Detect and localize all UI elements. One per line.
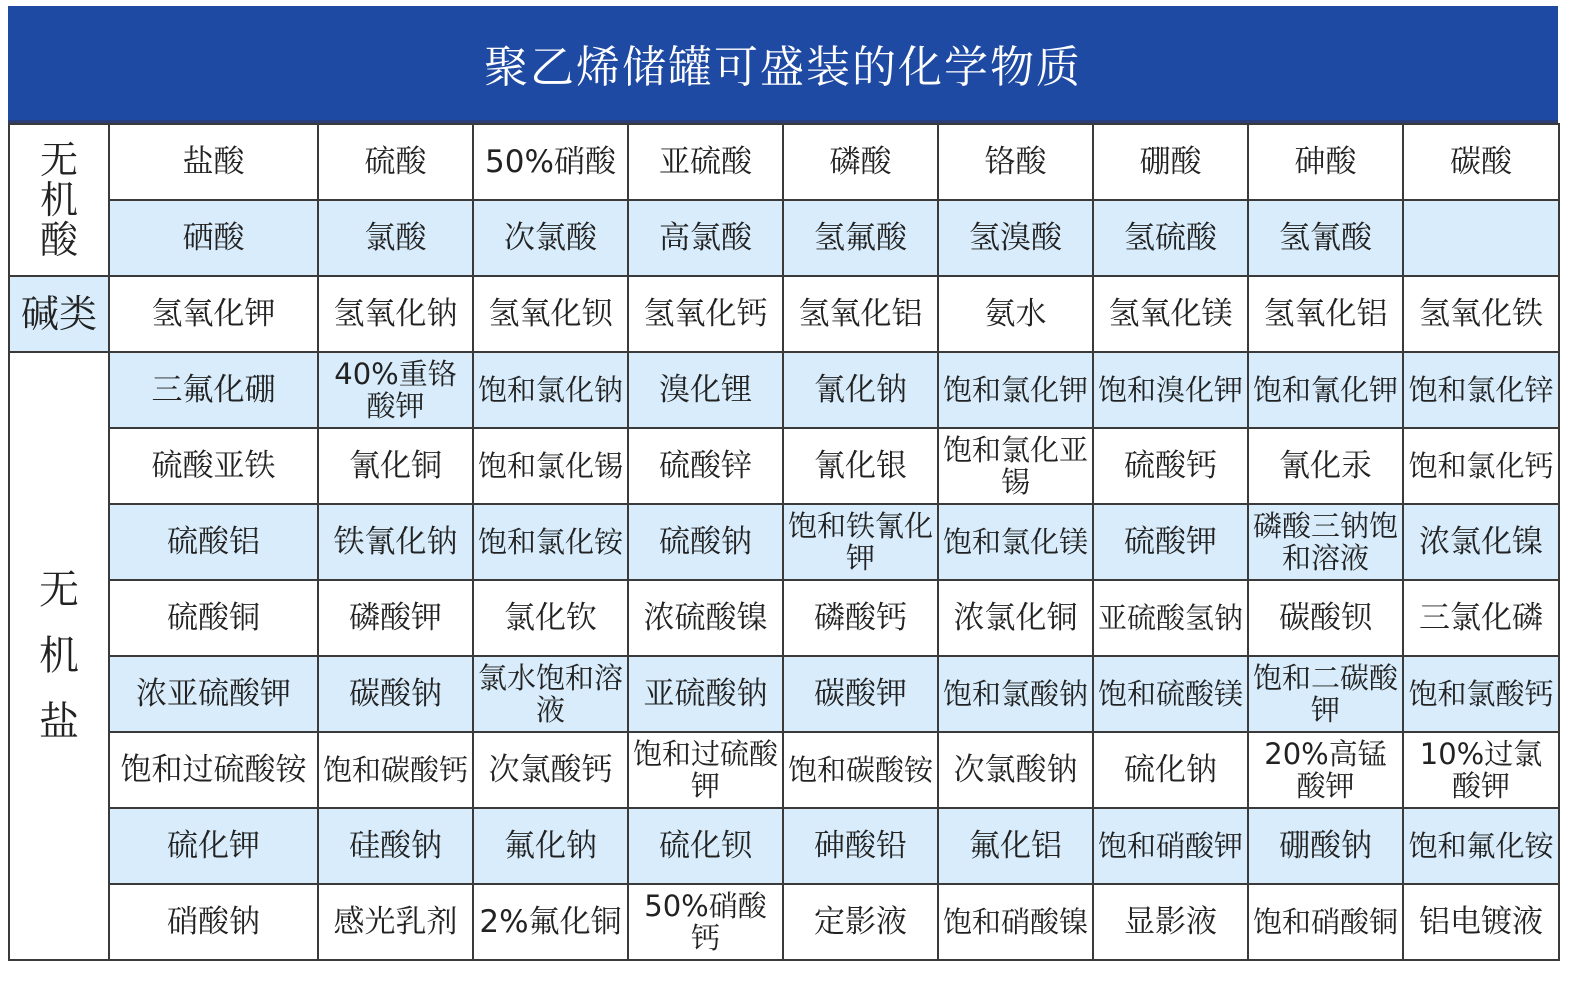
table-row	[9, 276, 1559, 352]
chemical-table	[8, 123, 1560, 961]
chemical-cell: 硼酸	[1093, 124, 1248, 200]
chemical-cell: 饱和氯酸钠	[938, 656, 1093, 732]
category-inorganic-acid: 无机酸	[9, 124, 109, 276]
chemical-cell: 硫酸锌	[628, 428, 783, 504]
chemical-cell: 饱和硝酸铜	[1248, 884, 1403, 960]
chemical-cell: 硫酸钠	[628, 504, 783, 580]
chemical-cell: 氟化铝	[938, 808, 1093, 884]
chemical-cell: 硝酸钠	[109, 884, 318, 960]
chemical-cell: 碳酸钾	[783, 656, 938, 732]
table-row	[9, 580, 1559, 656]
category-base: 碱类	[9, 276, 109, 352]
chemical-cell: 铁氰化钠	[318, 504, 473, 580]
chemical-cell: 次氯酸钙	[473, 732, 628, 808]
chemical-cell: 饱和氯化钾	[938, 352, 1093, 428]
chemical-cell: 饱和氯化锌	[1403, 352, 1559, 428]
chemical-cell: 盐酸	[109, 124, 318, 200]
table-row	[9, 504, 1559, 580]
chemical-cell: 氨水	[938, 276, 1093, 352]
chemical-cell: 硫酸钙	[1093, 428, 1248, 504]
chemical-cell: 饱和氰化钾	[1248, 352, 1403, 428]
table-row	[9, 808, 1559, 884]
table-row	[9, 124, 1559, 200]
chemical-cell: 氢氧化铝	[1248, 276, 1403, 352]
chemical-cell: 硼酸钠	[1248, 808, 1403, 884]
chemical-cell: 浓亚硫酸钾	[109, 656, 318, 732]
chemical-cell: 氢溴酸	[938, 200, 1093, 276]
chemical-cell: 磷酸	[783, 124, 938, 200]
chemical-cell: 氯化钦	[473, 580, 628, 656]
chemical-cell: 碳酸	[1403, 124, 1559, 200]
chemical-cell: 氢氰酸	[1248, 200, 1403, 276]
chemical-cell: 饱和氯化锡	[473, 428, 628, 504]
chemical-cell: 饱和氯化铵	[473, 504, 628, 580]
chemical-cell: 饱和溴化钾	[1093, 352, 1248, 428]
chemical-cell: 50%硝酸钙	[628, 884, 783, 960]
chemical-cell: 硫化钠	[1093, 732, 1248, 808]
chemical-cell: 饱和过硫酸钾	[628, 732, 783, 808]
chemical-cell: 饱和碳酸铵	[783, 732, 938, 808]
chemical-cell: 氢氧化镁	[1093, 276, 1248, 352]
chemical-cell: 硫酸铝	[109, 504, 318, 580]
chemical-cell: 氰化钠	[783, 352, 938, 428]
chemical-cell: 饱和过硫酸铵	[109, 732, 318, 808]
chemical-cell: 硫酸亚铁	[109, 428, 318, 504]
chemical-cell: 砷酸铅	[783, 808, 938, 884]
table-row	[9, 352, 1559, 428]
chemical-cell: 氯水饱和溶液	[473, 656, 628, 732]
chemical-cell: 铬酸	[938, 124, 1093, 200]
chemical-cell: 饱和氯酸钙	[1403, 656, 1559, 732]
chemical-cell: 2%氟化铜	[473, 884, 628, 960]
chemical-cell: 浓硫酸镍	[628, 580, 783, 656]
chemical-cell: 磷酸钙	[783, 580, 938, 656]
table-row	[9, 428, 1559, 504]
chemical-cell: 饱和硫酸镁	[1093, 656, 1248, 732]
chemical-cell: 饱和氯化钙	[1403, 428, 1559, 504]
chemical-cell: 次氯酸钠	[938, 732, 1093, 808]
chemical-cell: 饱和二碳酸钾	[1248, 656, 1403, 732]
chemical-cell: 浓氯化镍	[1403, 504, 1559, 580]
chemical-cell: 硫酸钾	[1093, 504, 1248, 580]
chemical-cell: 浓氯化铜	[938, 580, 1093, 656]
chemical-cell: 砷酸	[1248, 124, 1403, 200]
chemical-cell: 饱和铁氰化钾	[783, 504, 938, 580]
chemical-cell: 铝电镀液	[1403, 884, 1559, 960]
chemical-cell: 次氯酸	[473, 200, 628, 276]
chemical-cell: 硫化钾	[109, 808, 318, 884]
chemical-cell: 饱和氟化铵	[1403, 808, 1559, 884]
chemical-cell: 磷酸钾	[318, 580, 473, 656]
chemical-cell: 碳酸钡	[1248, 580, 1403, 656]
chemical-cell: 三氯化磷	[1403, 580, 1559, 656]
chemical-cell: 20%高锰酸钾	[1248, 732, 1403, 808]
chemical-cell: 定影液	[783, 884, 938, 960]
chemical-cell: 硫酸铜	[109, 580, 318, 656]
chemical-cell: 饱和氯化亚锡	[938, 428, 1093, 504]
chemical-cell: 氢氧化钙	[628, 276, 783, 352]
chemical-cell: 氰化银	[783, 428, 938, 504]
chemical-cell: 氢氟酸	[783, 200, 938, 276]
chemical-cell: 氢氧化钡	[473, 276, 628, 352]
chemical-cell: 显影液	[1093, 884, 1248, 960]
chemical-cell: 氟化钠	[473, 808, 628, 884]
category-inorganic-salt: 无机盐	[9, 352, 109, 960]
chemical-cell: 三氟化硼	[109, 352, 318, 428]
chemical-cell: 高氯酸	[628, 200, 783, 276]
table-row	[9, 732, 1559, 808]
table-row	[9, 884, 1559, 960]
chemical-cell: 硫酸	[318, 124, 473, 200]
chemical-cell: 硫化钡	[628, 808, 783, 884]
chemical-cell: 氰化汞	[1248, 428, 1403, 504]
chemical-cell: 氢氧化铁	[1403, 276, 1559, 352]
chemical-cell: 饱和硝酸镍	[938, 884, 1093, 960]
chemical-cell: 感光乳剂	[318, 884, 473, 960]
page-title: 聚乙烯储罐可盛装的化学物质	[8, 6, 1558, 123]
chemical-cell: 氰化铜	[318, 428, 473, 504]
table-row	[9, 200, 1559, 276]
chemical-cell: 50%硝酸	[473, 124, 628, 200]
chemical-cell: 硅酸钠	[318, 808, 473, 884]
chemical-cell: 亚硫酸钠	[628, 656, 783, 732]
chemical-cell: 饱和氯化镁	[938, 504, 1093, 580]
chemical-cell: 氢氧化钾	[109, 276, 318, 352]
chemical-cell: 氢氧化铝	[783, 276, 938, 352]
chemical-cell: 40%重铬酸钾	[318, 352, 473, 428]
chemical-cell: 亚硫酸	[628, 124, 783, 200]
chemical-cell	[1403, 200, 1559, 276]
chemical-cell: 溴化锂	[628, 352, 783, 428]
chemical-cell: 10%过氯酸钾	[1403, 732, 1559, 808]
chemical-cell: 亚硫酸氢钠	[1093, 580, 1248, 656]
table-row	[9, 656, 1559, 732]
chemical-cell: 氯酸	[318, 200, 473, 276]
chemical-cell: 硒酸	[109, 200, 318, 276]
chemical-cell: 氢氧化钠	[318, 276, 473, 352]
chemical-cell: 氢硫酸	[1093, 200, 1248, 276]
chemical-cell: 饱和氯化钠	[473, 352, 628, 428]
chemical-cell: 饱和碳酸钙	[318, 732, 473, 808]
chemical-cell: 碳酸钠	[318, 656, 473, 732]
chemical-table-sheet	[8, 6, 1558, 961]
chemical-cell: 饱和硝酸钾	[1093, 808, 1248, 884]
chemical-cell: 磷酸三钠饱和溶液	[1248, 504, 1403, 580]
